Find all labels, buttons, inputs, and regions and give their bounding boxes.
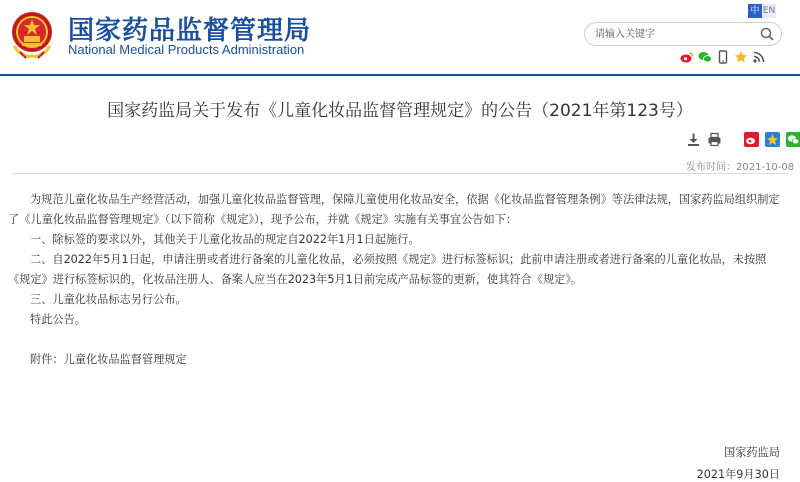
spacer xyxy=(8,330,784,350)
header-divider xyxy=(0,74,800,76)
mobile-icon[interactable] xyxy=(716,50,730,64)
search-icon[interactable] xyxy=(759,26,775,42)
rss-icon[interactable] xyxy=(752,50,766,64)
article-title: 国家药监局关于发布《儿童化妆品监督管理规定》的公告（2021年第123号） xyxy=(107,101,693,121)
lang-english-button[interactable]: EN xyxy=(762,6,776,16)
search-input[interactable] xyxy=(595,26,745,42)
site-title-en[interactable]: National Medical Products Administration xyxy=(68,42,305,57)
paragraph-item-1: 一、除标签的要求以外，其他关于儿童化妆品的规定自2022年1月1日起施行。 xyxy=(30,233,420,246)
site-title-cn[interactable]: 国家药品监督管理局 xyxy=(68,16,312,46)
publish-info xyxy=(686,158,794,173)
star-icon[interactable] xyxy=(765,132,780,147)
publish-label: 发布时间： xyxy=(686,162,736,173)
signature-date: 2021年9月30日 xyxy=(696,468,780,481)
social-links xyxy=(680,50,766,64)
print-icon[interactable] xyxy=(707,132,722,147)
download-icon[interactable] xyxy=(686,132,701,147)
wechat-share-icon[interactable] xyxy=(786,132,800,147)
weibo-share-icon[interactable] xyxy=(744,132,759,147)
lang-chinese-button[interactable]: 中 xyxy=(748,4,762,18)
article-body xyxy=(8,190,784,370)
signature-org: 国家药监局 xyxy=(724,446,780,459)
qzone-icon[interactable] xyxy=(734,50,748,64)
article-tools xyxy=(686,132,800,147)
paragraph-item-3: 三、儿童化妆品标志另行公布。 xyxy=(30,293,187,306)
content-divider xyxy=(12,173,788,174)
publish-date: 2021-10-08 xyxy=(736,162,795,173)
language-switch xyxy=(748,4,776,18)
site-header xyxy=(0,0,800,74)
paragraph-intro: 为规范儿童化妆品生产经营活动，加强儿童化妆品监督管理，保障儿童使用化妆品安全，依据《化妆品监督管理条例》等法律法规，国家药监局组织制定了《儿童化妆品监督管理规定》（以下简称《规定》），现予公布，并就《规定》实施有关事宜公告如下： xyxy=(8,193,780,226)
weibo-icon[interactable] xyxy=(680,50,694,64)
wechat-icon[interactable] xyxy=(698,50,712,64)
national-emblem-icon xyxy=(10,8,54,60)
search-box xyxy=(584,22,782,46)
attachment-link[interactable]: 附件：儿童化妆品监督管理规定 xyxy=(30,353,187,366)
paragraph-item-2: 二、自2022年5月1日起，申请注册或者进行备案的儿童化妆品，必须按照《规定》进行标签标识；此前申请注册或者进行备案的儿童化妆品，未按照《规定》进行标签标识的，化妆品注册人、备案人应当在2023年5月1日前完成产品标签的更新，使其符合《规定》。 xyxy=(8,253,767,286)
paragraph-closing: 特此公告。 xyxy=(30,313,86,326)
